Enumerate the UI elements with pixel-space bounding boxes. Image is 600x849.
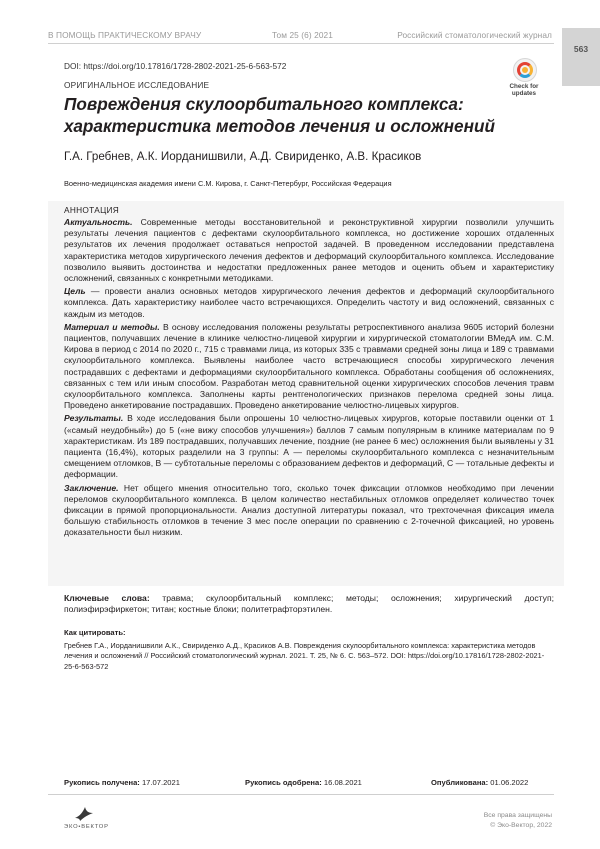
conclusion-label: Заключение.: [64, 482, 119, 493]
copyright-line: © Эко-Вектор, 2022: [490, 821, 552, 829]
footer-divider: [48, 794, 554, 795]
received-value: 17.07.2021: [139, 778, 180, 787]
bird-icon: [74, 806, 94, 822]
methods-label: Материал и методы.: [64, 321, 160, 332]
rights-line: Все права защищены: [483, 812, 552, 819]
published-value: 01.06.2022: [488, 778, 529, 787]
abstract-aim: [64, 286, 554, 319]
keywords-text: травма; скулоорбитальный комплекс; методы; осложнения; хирургический доступ; полиэфирэфиркетон; титан; костные блоки; политетрафторэтилен.: [64, 593, 554, 615]
check-for-updates-badge[interactable]: [505, 58, 543, 104]
approved-label: Рукопись одобрена:: [245, 778, 322, 787]
abstract: [64, 205, 554, 540]
keywords-label: Ключевые слова:: [64, 593, 150, 603]
received-label: Рукопись получена:: [64, 778, 140, 787]
running-header-journal: Российский стоматологический журнал: [397, 30, 552, 40]
conclusion-text: Нет общего мнения относительно того, сколько точек фиксации отломков необходимо при лечении переломов скулоорбитального комплекса. В целом количество нестабильных отломков определяет количество точек фиксации в прямой пропорциональности. Анализ доступной литературы показал, что трехточечная фиксация имела большую стабильность отломков в течение 3 мес после операции по сравнению с 2-точечной фиксацией, но уровень доказательности был низким.: [64, 482, 554, 538]
doi-line[interactable]: DOI: https://doi.org/10.17816/1728-2802-2021-25-6-563-572: [64, 61, 287, 71]
date-received: [64, 778, 180, 787]
article-title: Повреждения скулоорбитального комплекса: характеристика методов лечения и осложнений: [64, 94, 495, 136]
results-text: В ходе исследования были опрошены 10 челюстно-лицевых хирургов, которые поставили оценки от 1 («самый неудобный») до 5 («не вижу способов улучшения») баллов 7 самым популярным в клинике материалам по 9 характеристикам. Из 189 пострадавших, получавших лечение, поздние (не ранее 6 мес) осложнения были выявлены у 31 пациента (16,4%), которых разделили на 3 группы: А — переломы скулоорбитального комплекса с незначительным смещением отломков, В — субтотальные переломы с образованием дефектов и деформаций, С — тотальные дефекты и деформации.: [64, 413, 554, 480]
published-label: Опубликована:: [431, 778, 489, 787]
affiliation: Военно-медицинская академия имени С.М. Кирова, г. Санкт-Петербург, Российская Федерация: [64, 179, 392, 188]
badge-line-2: updates: [511, 90, 537, 97]
aim-label: Цель: [64, 286, 86, 297]
badge-line-1: Check for: [509, 83, 539, 90]
citation-label: Как цитировать:: [64, 628, 126, 637]
check-for-updates-icon: [513, 58, 537, 82]
keywords: [64, 593, 554, 615]
authors: Г.А. Гребнев, А.К. Иорданишвили, А.Д. Свириденко, А.В. Красиков: [64, 150, 422, 163]
date-published: [431, 778, 528, 787]
abstract-methods: [64, 322, 554, 411]
running-header-section: В ПОМОЩЬ ПРАКТИЧЕСКОМУ ВРАЧУ: [48, 30, 202, 40]
results-label: Результаты.: [64, 413, 124, 424]
relevance-label: Актуальность.: [64, 217, 133, 228]
abstract-relevance: [64, 217, 554, 284]
relevance-text: Современные методы восстановительной и реконструктивной хирургии позволили улучшить результаты лечения пациентов с дефектами скулоорбитального комплекса, но достижение хороших отдаленных результатов их лечения продолжает оставаться непростой задачей. В проведенном исследовании представлена характеристика методов хирургического лечения дефектов и деформаций скулоорбитального комплекса. Исследование позволило выявить достоинства и недостатки предложенных ранее методов и оценить объем и характеристику осложнений, связанных с конкретными методиками.: [64, 217, 554, 283]
publisher-logo: [64, 806, 109, 834]
abstract-results: [64, 413, 554, 480]
date-approved: [245, 778, 362, 787]
citation-text: Гребнев Г.А., Иорданишвили А.К., Свириденко А.Д., Красиков А.В. Повреждения скулоорбитального комплекса: характеристика методов лечения и осложнений // Российский стоматологический журнал. 2021. Т. 25, № 6. С. 563–572. DOI: https://doi.org/10.17816/1728-2802-2021-25-6-563-572: [64, 640, 545, 671]
article-type: ОРИГИНАЛЬНОЕ ИССЛЕДОВАНИЕ: [64, 80, 210, 90]
aim-text: — провести анализ основных методов хирургического лечения дефектов и деформаций скулоорбитального комплекса. Дать характеристику наиболее часто встречающихся. Определить частоту и вид осложнений, связанных с каждым из методов.: [64, 286, 554, 319]
rights-notice: [484, 811, 552, 830]
abstract-heading: АННОТАЦИЯ: [64, 205, 120, 215]
abstract-conclusion: [64, 483, 554, 539]
methods-text: В основу исследования положены результаты ретроспективного анализа 9605 историй болезни пациентов, получавших лечение в клинике челюстно-лицевой хирургии и хирургической стоматологии ВМедА им. С.М. Кирова в период с 2014 по 2020 г., 715 с травмами лица, из которых 335 с травмами средней зоны лица и 189 с травмами скулоорбитального комплекса. Выявлены наиболее часто встречающиеся способы хирургического лечения пострадавших с дефектами и деформациями скулоорбитального комплекса. Обработаны сообщения об осложнениях, связанных с тем или иным способом. Разработан метод сравнительной оценки хирургических способов лечения травм скулоорбитального комплекса. Заполнены карты рентгенологических признаков перелома средней зоны лица. Проведено анкетирование пострадавших. Проведено анкетирование челюстно-лицевых хирургов.: [64, 321, 554, 411]
logo-text: ЭКО•ВЕКТОР: [64, 824, 109, 830]
header-divider: [48, 43, 554, 44]
citation: [64, 628, 554, 672]
approved-value: 16.08.2021: [321, 778, 362, 787]
page-number-tab: [562, 28, 600, 86]
page-number: 563: [573, 44, 589, 54]
running-header-volume: Том 25 (6) 2021: [272, 30, 333, 40]
